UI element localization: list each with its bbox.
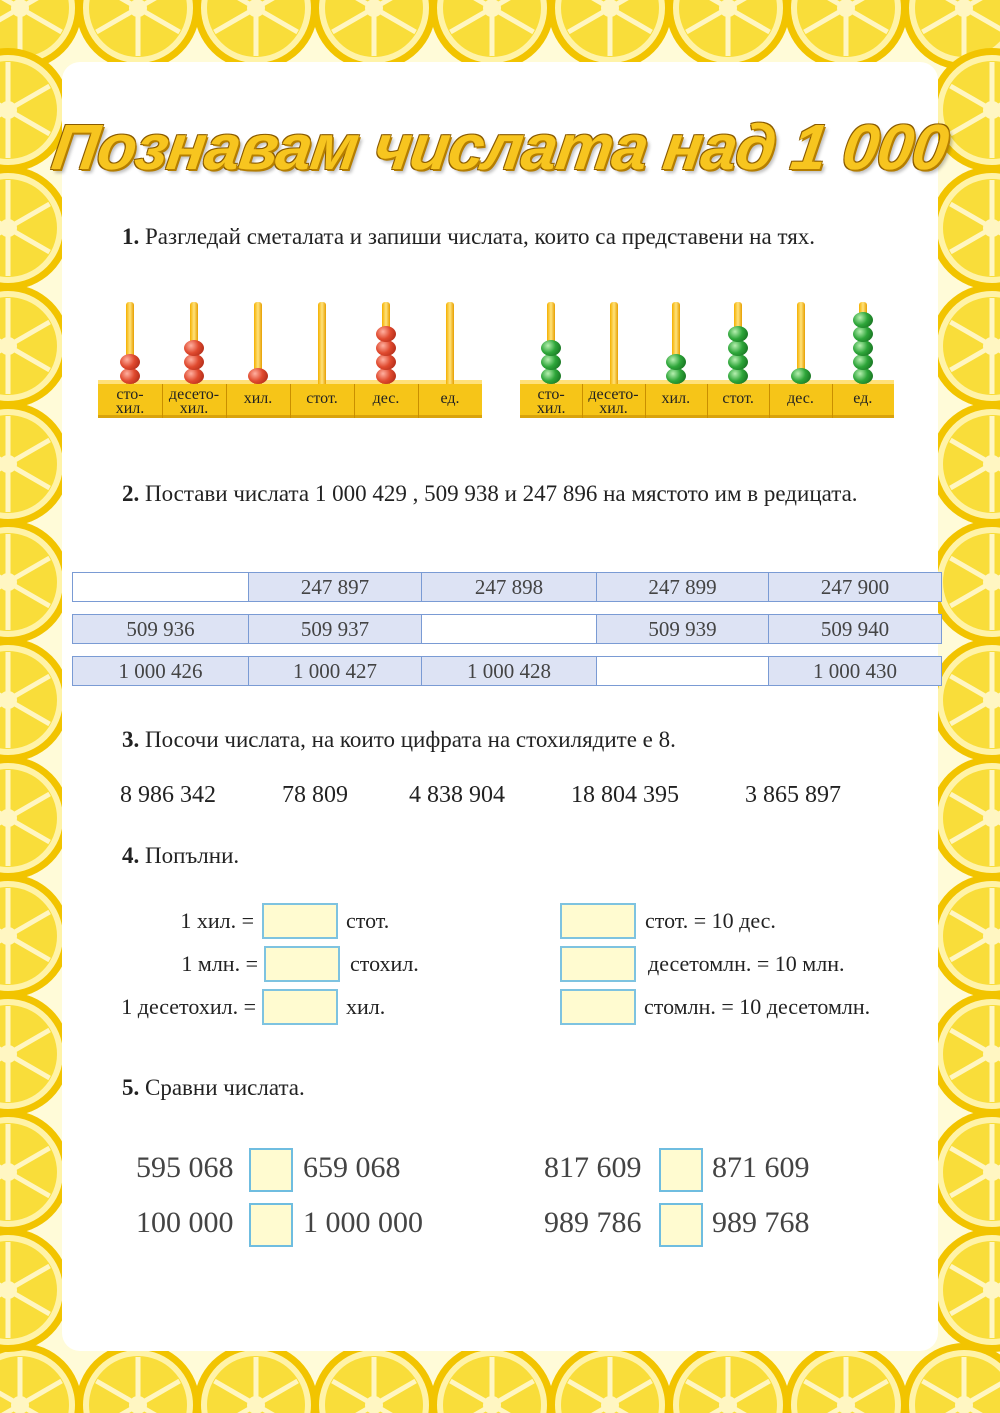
abacus-place-label: хил. xyxy=(243,390,273,407)
task-3-number[interactable]: 8 986 342 xyxy=(120,782,216,808)
abacus-place-label: хил. xyxy=(661,390,691,407)
task-3-number[interactable]: 78 809 xyxy=(282,782,348,808)
compare-box[interactable] xyxy=(659,1148,703,1192)
sequence-blank-cell[interactable] xyxy=(597,657,769,686)
answer-box[interactable] xyxy=(262,989,338,1025)
abacus-bead xyxy=(853,368,873,384)
answer-box[interactable] xyxy=(560,946,636,982)
compare-number-left: 100 000 xyxy=(136,1206,234,1239)
sequence-row xyxy=(73,615,942,644)
abacus-bead xyxy=(184,340,204,356)
fill-right-text: десетомлн. = 10 млн. xyxy=(648,951,845,976)
fill-left-label: 1 десетохил. = xyxy=(121,994,256,1019)
sequence-cell: 509 940 xyxy=(769,615,942,644)
abacus-bead xyxy=(541,340,561,356)
abacus-place-label: дес. xyxy=(787,390,814,407)
abacus-bead xyxy=(376,368,396,384)
task-2-text: 2. Постави числата 1 000 429 , 509 938 и 247 896 на мястото им в редицата. xyxy=(122,481,858,506)
compare-number-right: 659 068 xyxy=(303,1151,401,1184)
sequence-cell: 247 898 xyxy=(422,573,597,602)
number-sequence-table xyxy=(72,572,942,686)
sequence-spacer xyxy=(73,602,942,615)
sequence-cell: 1 000 427 xyxy=(249,657,422,686)
task-5-text: 5. Сравни числата. xyxy=(122,1075,305,1100)
answer-box[interactable] xyxy=(264,946,340,982)
abacus-bead xyxy=(541,354,561,370)
abacus-bead xyxy=(120,368,140,384)
fill-left-unit: стот. xyxy=(346,908,390,933)
task-3-number[interactable]: 4 838 904 xyxy=(409,782,505,808)
abacus-red xyxy=(98,300,482,418)
compare-number-right: 989 768 xyxy=(712,1206,810,1239)
sequence-cell: 509 937 xyxy=(249,615,422,644)
abacus-bead xyxy=(853,312,873,328)
abacus-bead xyxy=(184,354,204,370)
abacus-bead xyxy=(376,340,396,356)
abacus-bead xyxy=(376,354,396,370)
abacus-place-label: десето- хил. xyxy=(588,386,639,417)
abacus-bead xyxy=(666,354,686,370)
compare-box[interactable] xyxy=(249,1203,293,1247)
answer-box[interactable] xyxy=(262,903,338,939)
sequence-cell: 1 000 428 xyxy=(422,657,597,686)
abacus-bead xyxy=(248,368,268,384)
task-4-text: 4. Попълни. xyxy=(122,843,240,868)
abacus-bead xyxy=(184,368,204,384)
compare-box[interactable] xyxy=(659,1203,703,1247)
answer-box[interactable] xyxy=(560,903,636,939)
sequence-blank-cell[interactable] xyxy=(73,573,249,602)
sequence-blank-cell[interactable] xyxy=(422,615,597,644)
abacus-place-label: дес. xyxy=(372,390,400,407)
abacus-place-label: ед. xyxy=(853,390,873,407)
sequence-row xyxy=(73,573,942,602)
abacus-bead xyxy=(728,354,748,370)
task-1-text: 1. Разгледай сметалата и запиши числата, които са представени на тях. xyxy=(122,224,816,249)
sequence-row xyxy=(73,657,942,686)
compare-number-right: 871 609 xyxy=(712,1151,810,1184)
fill-left-label: 1 хил. = xyxy=(180,908,254,933)
sequence-cell: 247 899 xyxy=(597,573,769,602)
answer-box[interactable] xyxy=(560,989,636,1025)
sequence-cell: 247 897 xyxy=(249,573,422,602)
abacus-bead xyxy=(666,368,686,384)
abacus-bead xyxy=(728,326,748,342)
fill-right-text: стот. = 10 дес. xyxy=(645,908,776,933)
compare-number-left: 989 786 xyxy=(544,1206,642,1239)
sequence-cell: 1 000 430 xyxy=(769,657,942,686)
abacus-rod xyxy=(610,302,618,384)
sequence-cell: 1 000 426 xyxy=(73,657,249,686)
abacus-place-label: стот. xyxy=(306,390,338,407)
task-3-number[interactable]: 18 804 395 xyxy=(571,782,679,808)
abacus-bead xyxy=(120,354,140,370)
page-title: Познавам числата над 1 000 xyxy=(47,111,953,183)
fill-left-unit: хил. xyxy=(346,994,386,1019)
abacus-bead xyxy=(853,340,873,356)
sequence-spacer xyxy=(73,644,942,657)
abacus-place-label: сто- хил. xyxy=(536,386,566,417)
abacus-rod xyxy=(318,302,326,384)
abacus-place-label: сто- хил. xyxy=(115,386,145,417)
abacus-place-label: стот. xyxy=(722,390,754,407)
sequence-cell: 247 900 xyxy=(769,573,942,602)
compare-number-left: 595 068 xyxy=(136,1151,234,1184)
abacus-bead xyxy=(853,326,873,342)
task-3-number[interactable]: 3 865 897 xyxy=(745,782,841,808)
sequence-cell: 509 936 xyxy=(73,615,249,644)
abacus-bead xyxy=(853,354,873,370)
abacus-green xyxy=(520,300,894,418)
abacus-bead xyxy=(728,340,748,356)
fill-right-text: стомлн. = 10 десетомлн. xyxy=(644,994,871,1019)
compare-number-right: 1 000 000 xyxy=(303,1206,423,1239)
fill-left-unit: стохил. xyxy=(350,951,419,976)
abacus-place-label: десето- хил. xyxy=(168,386,220,417)
task-3-text: 3. Посочи числата, на които цифрата на стохилядите е 8. xyxy=(122,727,676,752)
abacus-bead xyxy=(376,326,396,342)
abacus-place-label: ед. xyxy=(440,390,460,407)
compare-box[interactable] xyxy=(249,1148,293,1192)
sequence-cell: 509 939 xyxy=(597,615,769,644)
compare-number-left: 817 609 xyxy=(544,1151,642,1184)
abacus-bead xyxy=(791,368,811,384)
fill-left-label: 1 млн. = xyxy=(181,951,258,976)
abacus-rod xyxy=(446,302,454,384)
